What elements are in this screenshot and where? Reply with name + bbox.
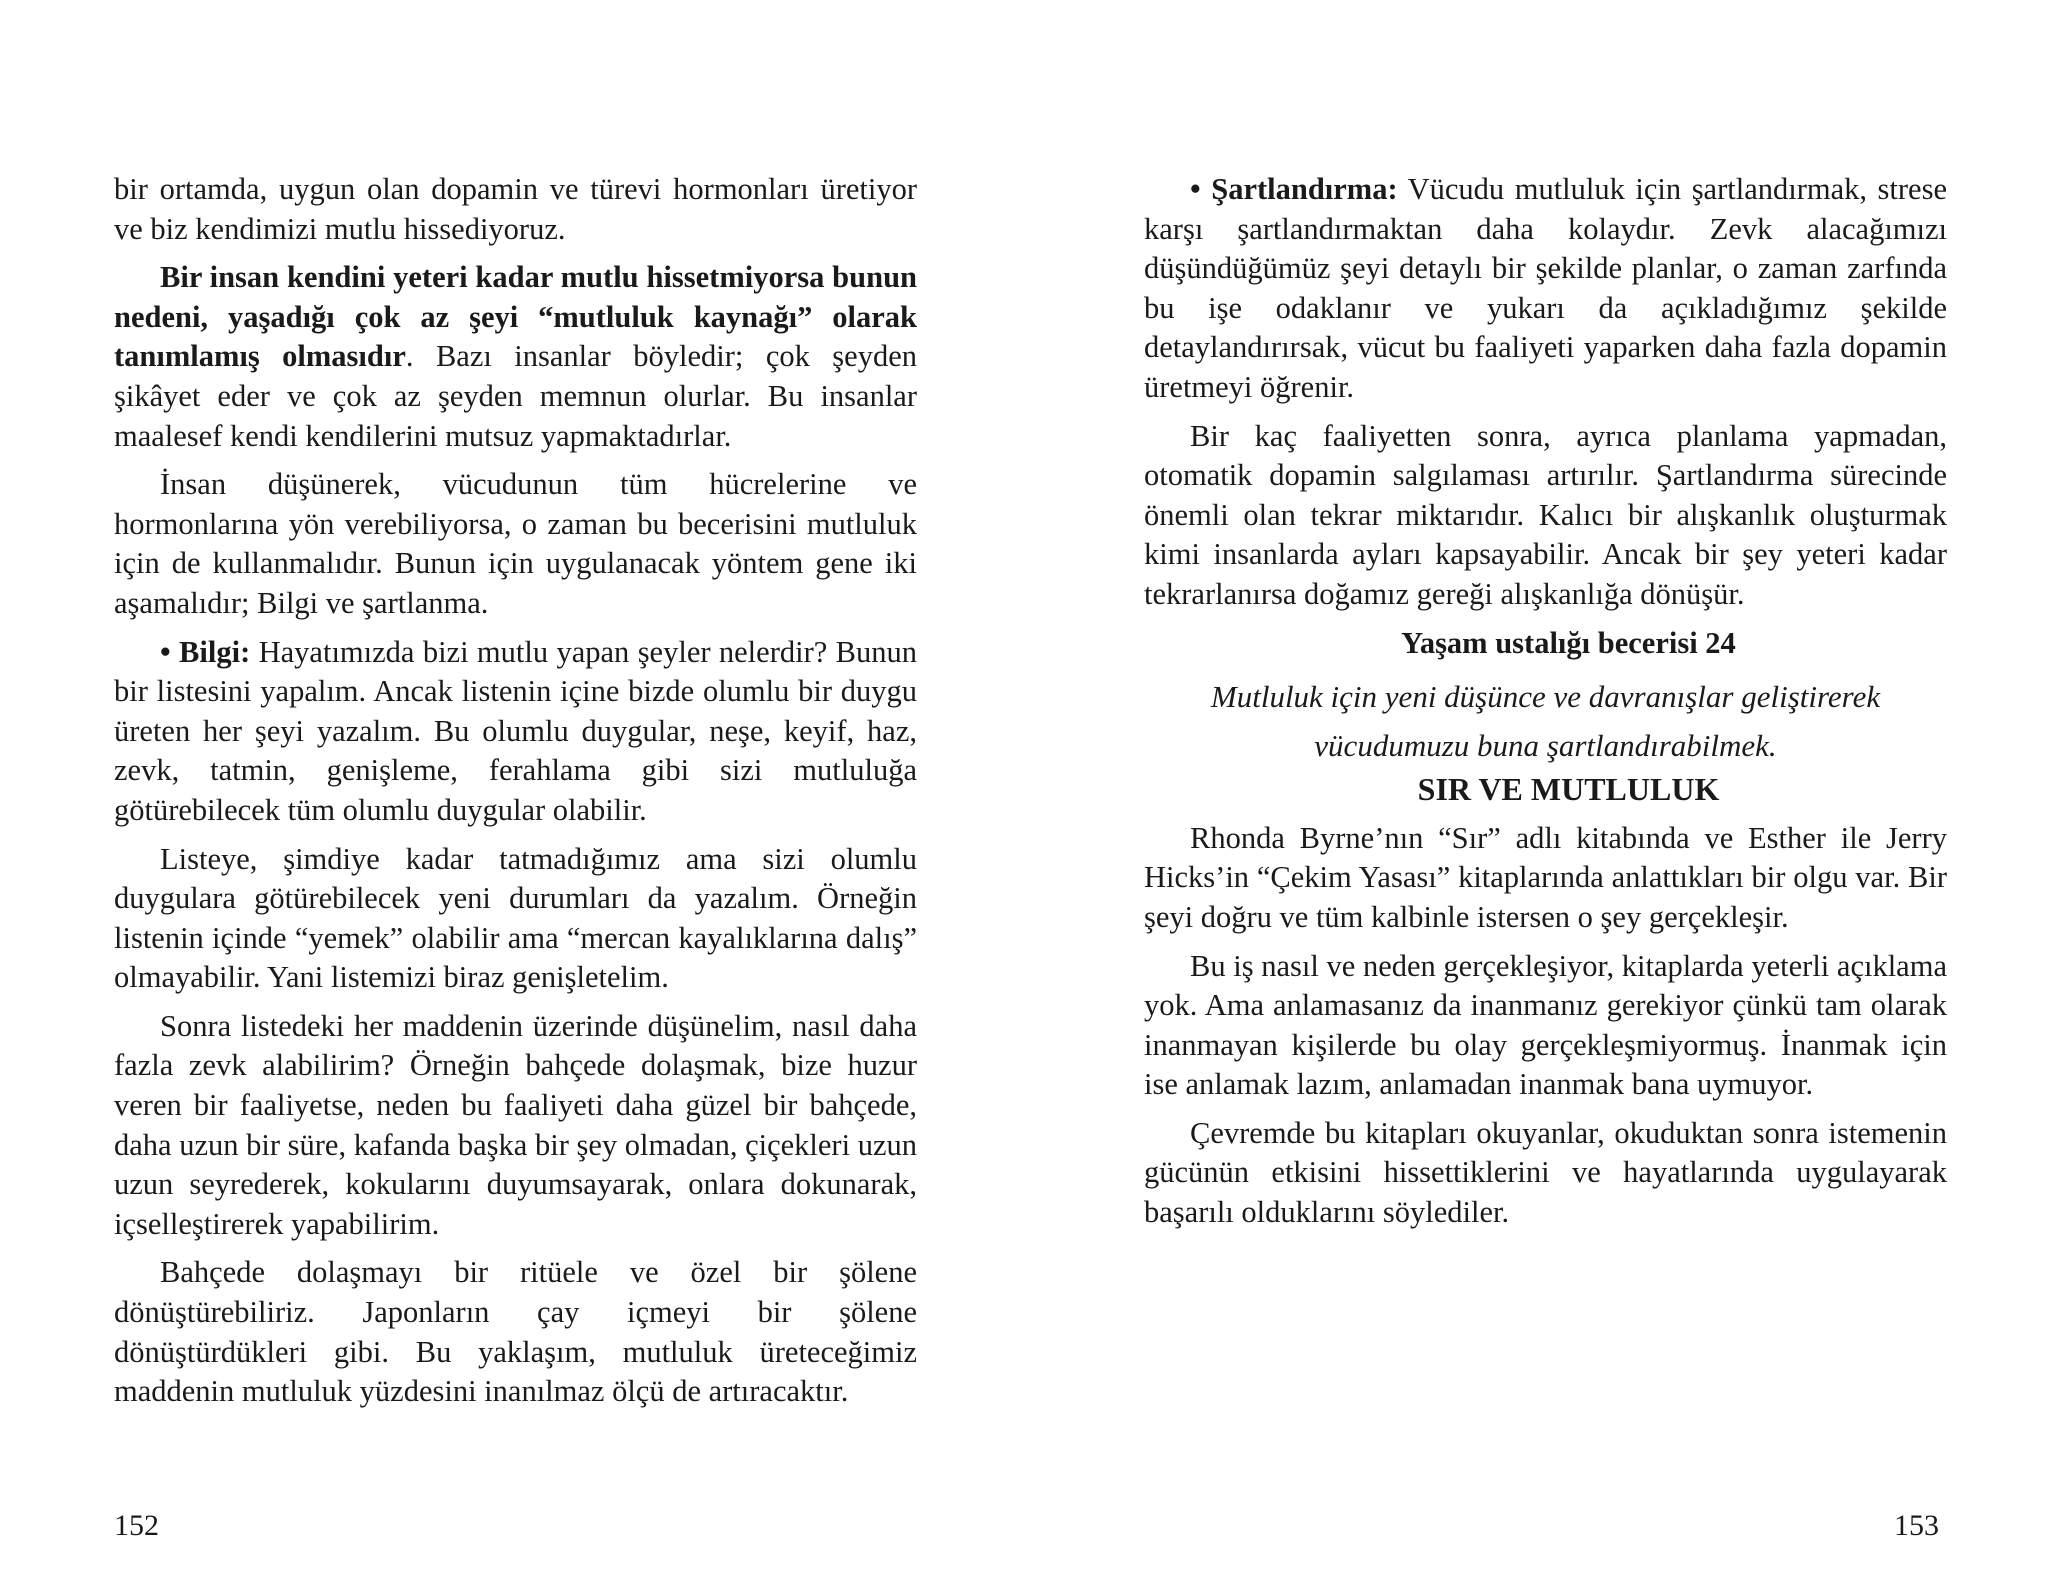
paragraph xyxy=(114,258,917,456)
paragraph: bir ortamda, uygun olan dopamin ve türevi hormonları üretiyor ve biz kendimizi mutlu hissediyoruz. xyxy=(114,172,917,246)
section-title: SIR VE MUTLULUK xyxy=(1417,771,1720,808)
paragraph: Bahçede dolaşmayı bir ritüele ve özel bir şölene dönüştürebiliriz. Japonların çay içmeyi bir şölene dönüştürdükleri gibi. Bu yaklaşım, mutluluk üreteceğimiz maddenin mutluluk yüzdesini inanılmaz ölçü de artıracaktır. xyxy=(114,1255,917,1409)
bullet-label-sartlandirma: • Şartlandırma: xyxy=(1190,172,1398,206)
paragraph: Listeye, şimdiye kadar tatmadığımız ama sizi olumlu duygulara götürebilecek yeni durumları da yazalım. Örneğin listenin içinde “yemek” olabilir ama “mercan kayalıklarına dalış” olmayabilir. Yani listemizi biraz genişletelim. xyxy=(114,841,917,995)
paragraph-text: Hayatımızda bizi mutlu yapan şeyler nelerdir? Bunun bir listesini yapalım. Ancak listenin içine bizde olumlu bir duygu üreten her şeyi yazalım. Bu olumlu duygular, neşe, keyif, haz, zevk, tatmin, genişleme, ferahlama gibi sizi mutluluğa götürebilecek tüm olumlu duygular olabilir. xyxy=(114,634,917,827)
paragraph: Rhonda Byrne’nın “Sır” adlı kitabında ve Esther ile Jerry Hicks’in “Çekim Yasası” kitaplarında anlattıkları bir olgu var. Bir şeyi doğru ve tüm kalbinle istersen o şey gerçekleşir. xyxy=(1144,820,1947,934)
right-page xyxy=(1024,0,2048,1593)
skill-subtitle-line: vücudumuzu buna şartlandırabilmek. xyxy=(1314,728,1777,764)
paragraph: Bu iş nasıl ve neden gerçekleşiyor, kitaplarda yeterli açıklama yok. Ama anlamasanız da inanmanız gerekiyor çünkü tam olarak inanmayan kişilerde bu olay gerçekleşmiyormuş. İnanmak için ise anlamak lazım, anlamadan inanmak bana uymuyor. xyxy=(1144,948,1947,1102)
skill-title: Yaşam ustalığı becerisi 24 xyxy=(1401,625,1736,660)
paragraph: İnsan düşünerek, vücudunun tüm hücrelerine ve hormonlarına yön verebiliyorsa, o zaman bu becerisini mutluluk için de kullanmalıdır. Bunun için uygulanacak yöntem gene iki aşamalıdır; Bilgi ve şartlanma. xyxy=(114,467,917,620)
skill-subtitle-line: Mutluluk için yeni düşünce ve davranışlar geliştirerek xyxy=(1210,679,1881,715)
page-number: 152 xyxy=(114,1509,159,1542)
bullet-label-bilgi: • Bilgi: xyxy=(160,634,251,669)
paragraph: Bir kaç faaliyetten sonra, ayrıca planlama yapmadan, otomatik dopamin salgılaması artırılır. Şartlandırma sürecinde önemli olan tekrar miktarıdır. Kalıcı bir alışkanlık oluşturmak kimi insanlarda ayları kapsayabilir. Ancak bir şey yeteri kadar tekrarlanırsa doğamız gereği alışkanlığa dönüşür. xyxy=(1144,418,1947,611)
paragraph-text: Vücudu mutluluk için şartlandırmak, strese karşı şartlandırmaktan daha kolaydır. Zevk alacağımızı düşündüğümüz şeyi detaylı bir şekilde planlar, o zaman zarfında bu işe odaklanır ve yukarı da açıkladığımız şekilde detaylandırırsak, vücut bu faaliyeti yaparken daha fazla dopamin üretmeyi öğrenir. xyxy=(1144,172,1947,404)
page-number: 153 xyxy=(1894,1509,1939,1542)
paragraph xyxy=(114,633,917,831)
paragraph: Çevremde bu kitapları okuyanlar, okuduktan sonra istemenin gücünün etkisini hissettiklerini ve hayatlarında uygulayarak başarılı olduklarını söylediler. xyxy=(1144,1115,1947,1230)
paragraph xyxy=(1144,170,1947,408)
bold-statement: Bir insan kendini yeteri kadar mutlu hissetmiyorsa bunun nedeni, yaşadığı çok az şeyi “mutluluk kaynağı” olarak tanımlamış olmasıdır xyxy=(114,260,917,374)
paragraph-text: . Bazı insanlar böyledir; çok şeyden şikâyet eder ve çok az şeyden memnun olurlar. Bu insanlar maalesef kendi kendilerini mutsuz yapmaktadırlar. xyxy=(114,339,918,453)
skill-subtitle xyxy=(1144,672,1947,770)
left-text-column xyxy=(114,170,917,1421)
right-text-column xyxy=(1144,170,1947,1242)
paragraph: Sonra listedeki her maddenin üzerinde düşünelim, nasıl daha fazla zevk alabilirim? Örneğin bahçede dolaşmak, bize huzur veren bir faaliyetse, neden bu faaliyeti daha güzel bir bahçede, daha uzun bir süre, kafanda başka bir şey olmadan, çiçekleri uzun uzun seyrederek, kokularını duyumsayarak, onlara dokunarak, içselleştirerek yapabilirim. xyxy=(114,1008,917,1241)
